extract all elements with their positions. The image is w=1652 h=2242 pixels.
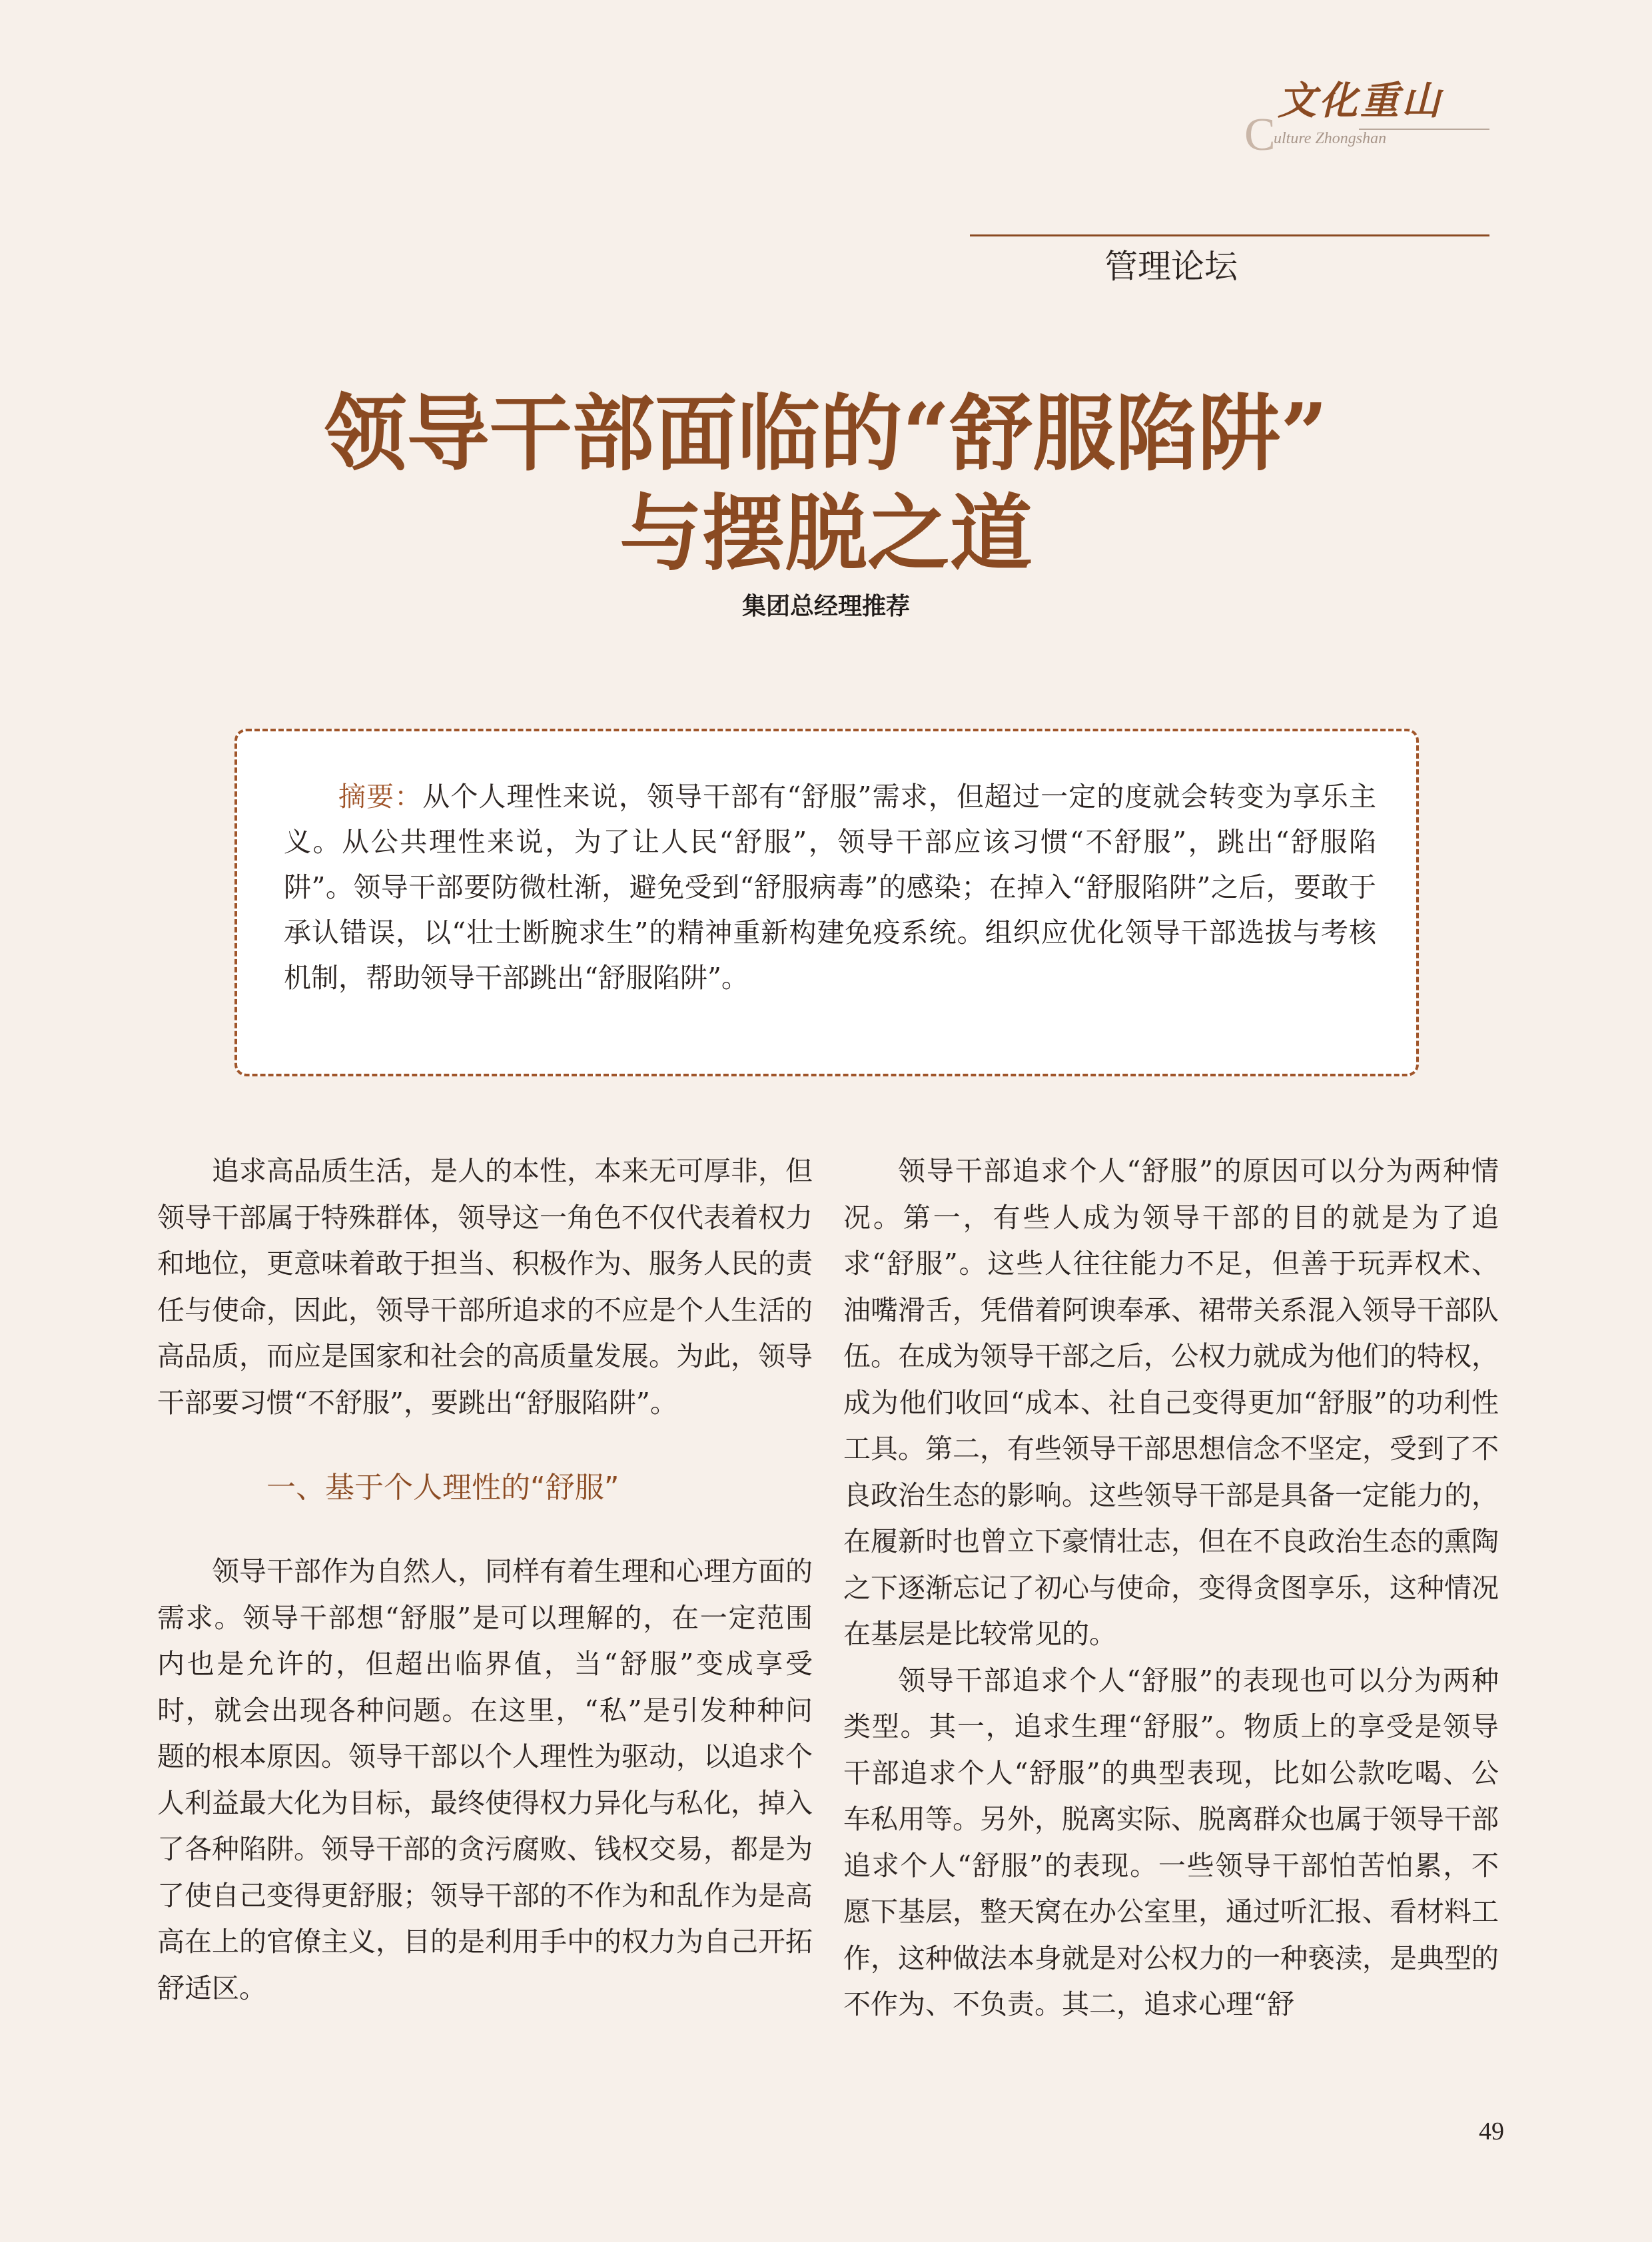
left-column [157,1148,813,2012]
abstract-text [284,774,1376,1000]
article-title-line-1: 领导干部面临的“舒服陷阱” [324,386,1328,482]
abstract-label: 摘要： [338,781,423,813]
section-heading: 一、基于个人理性的“舒服” [266,1471,620,1505]
body-paragraph: 追求高品质生活，是人的本性，本来无可厚非，但领导干部属于特殊群体，领导这一角色不仅代表着权力和地位，更意味着敢于担当、积极作为、服务人民的责任与使命，因此，领导干部所追求的不应是个人生活的高品质，而应是国家和社会的高质量发展。为此，领导干部要习惯“不舒服”，要跳出“舒服陷阱”。 [157,1155,813,1419]
section-divider [970,234,1489,236]
body-paragraph: 领导干部作为自然人，同样有着生理和心理方面的需求。领导干部想“舒服”是可以理解的，在一定范围内也是允许的，但超出临界值，当“舒服”变成享受时，就会出现各种问题。在这里，“私”是引发种种问题的根本原因。领导干部以个人理性为驱动，以追求个人利益最大化为目标，最终使得权力异化与私化，掉入了各种陷阱。领导干部的贪污腐败、钱权交易，都是为了使自己变得更舒服；领导干部的不作为和乱作为是高高在上的官僚主义，目的是利用手中的权力为自己开拓舒适区。 [157,1555,813,2004]
article-byline: 集团总经理推荐 [741,593,910,620]
section-label: 管理论坛 [1104,247,1238,286]
body-paragraph: 领导干部追求个人“舒服”的表现也可以分为两种类型。其一，追求生理“舒服”。物质上的享受是领导干部追求个人“舒服”的典型表现，比如公款吃喝、公车私用等。另外，脱离实际、脱离群众也属于领导干部追求个人“舒服”的表现。一些领导干部怕苦怕累，不愿下基层，整天窝在办公室里，通过听汇报、看材料工作，这种做法本身就是对公权力的一种亵渎，是典型的不作为、不负责。其二，追求心理“舒 [843,1664,1499,2020]
magazine-logo: 文化重山 [1278,78,1444,123]
right-column [843,1148,1499,2028]
abstract-box [234,729,1419,1076]
logo-divider [1359,129,1489,130]
body-paragraph: 领导干部追求个人“舒服”的原因可以分为两种情况。第一，有些人成为领导干部的目的就是为了追求“舒服”。这些人往往能力不足，但善于玩弄权术、油嘴滑舌，凭借着阿谀奉承、裙带关系混入领导干部队伍。在成为领导干部之后，公权力就成为他们的特权，成为他们收回“成本、社自己变得更加“舒服”的功利性工具。第二，有些领导干部思想信念不坚定，受到了不良政治生态的影响。这些领导干部是具备一定能力的，在履新时也曾立下豪情壮志，但在不良政治生态的熏陶之下逐渐忘记了初心与使命，变得贪图享乐，这种情况在基层是比较常见的。 [843,1155,1499,1650]
magazine-logo-initial: C [1244,109,1276,161]
abstract-body: 从个人理性来说，领导干部有“舒服”需求，但超过一定的度就会转变为享乐主义。从公共理性来说，为了让人民“舒服”，领导干部应该习惯“不舒服”，跳出“舒服陷阱”。领导干部要防微杜渐，避免受到“舒服病毒”的感染；在掉入“舒服陷阱”之后，要敢于承认错误，以“壮士断腕求生”的精神重新构建免疫系统。组织应优化领导干部选拔与考核机制，帮助领导干部跳出“舒服陷阱”。 [284,781,1376,994]
article-title-line-2: 与摆脱之道 [619,486,1032,582]
magazine-logo-english: ulture Zhongshan [1274,130,1387,147]
page-number: 49 [1479,2117,1504,2145]
